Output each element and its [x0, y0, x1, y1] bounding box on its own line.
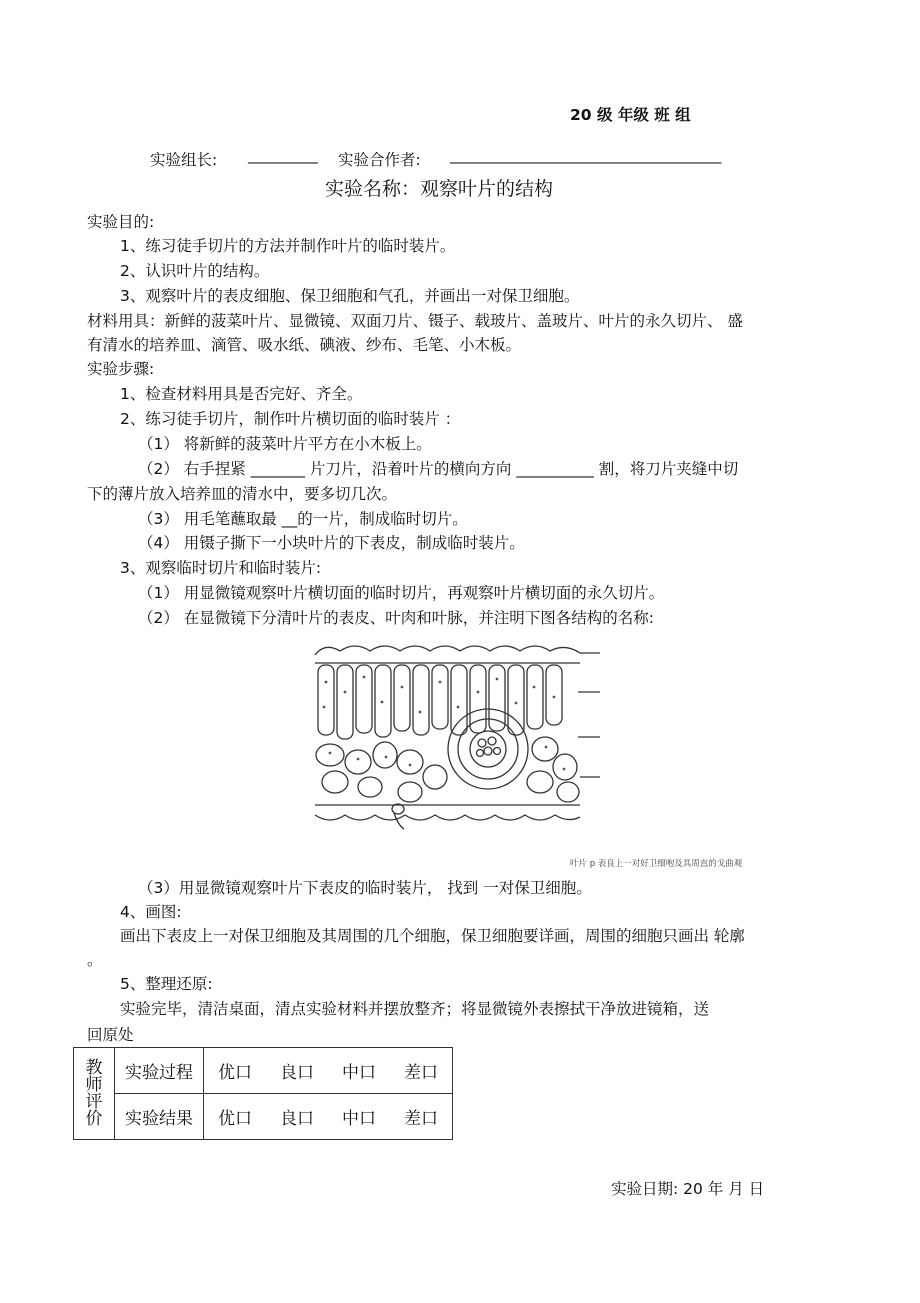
step-3: 3、观察临时切片和临时装片:	[120, 559, 322, 577]
teacher-evaluation-label: 教 师 评 价	[74, 1048, 115, 1140]
partner-label: 实验合作者:	[338, 151, 421, 169]
step-2-2: （2） 右手捏紧 _______ 片刀片，沿着叶片的横向方向 __________ 割，将刀片夹缝中切	[138, 460, 739, 478]
rating-option-excellent[interactable]: 优口	[218, 1063, 252, 1083]
grade-class-line: 20 级 年级 班 组	[570, 106, 691, 124]
table-row	[74, 1094, 453, 1140]
rating-options	[204, 1048, 453, 1094]
rating-option-good[interactable]: 良口	[280, 1109, 314, 1129]
step-2-4: （4） 用镊子撕下一小块叶片的下表皮，制成临时装片。	[138, 534, 525, 552]
step-5-text: 实验完毕，清洁桌面，清点实验材料并摆放整齐；将显微镜外表擦拭干净放进镜箱，送	[120, 1000, 710, 1018]
step-3-3: （3）用显微镜观察叶片下表皮的临时装片， 找到 一对保卫细胞。	[138, 879, 592, 897]
step-4-end: 。	[87, 951, 103, 969]
leaf-cross-section-figure	[310, 637, 600, 837]
step-2-1: （1） 将新鲜的菠菜叶片平方在小木板上。	[138, 435, 432, 453]
partner-blank[interactable]: ___________________________________	[450, 146, 722, 164]
row-label-result: 实验结果	[115, 1094, 204, 1140]
rating-option-excellent[interactable]: 优口	[218, 1109, 252, 1129]
purpose-item: 2、认识叶片的结构。	[120, 262, 270, 280]
page-title: 实验名称：观察叶片的结构	[325, 178, 554, 200]
step-3-1: （1） 用显微镜观察叶片横切面的临时切片，再观察叶片横切面的永久切片。	[138, 584, 665, 602]
table-row	[74, 1048, 453, 1094]
purpose-heading: 实验目的:	[87, 213, 155, 231]
experiment-date: 实验日期: 20 年 月 日	[611, 1180, 765, 1198]
purpose-item: 3、观察叶片的表皮细胞、保卫细胞和气孔，并画出一对保卫细胞。	[120, 287, 580, 305]
figure-caption: 叶片 p 表良上一对好卫细咆及具周直的戈曲观	[570, 859, 743, 869]
rating-option-average[interactable]: 中口	[342, 1109, 376, 1129]
team-leader-label: 实验组长:	[150, 151, 218, 169]
rating-option-good[interactable]: 良口	[280, 1063, 314, 1083]
step-3-2: （2） 在显微镜下分清叶片的表皮、叶肉和叶脉，并注明下图各结构的名称:	[138, 609, 655, 627]
step-1: 1、检查材料用具是否完好、齐全。	[120, 385, 363, 403]
step-5-end: 回原处	[87, 1026, 134, 1044]
row-label-process: 实验过程	[115, 1048, 204, 1094]
step-2-2-cont: 下的薄片放入培养皿的清水中，要多切几次。	[87, 485, 398, 503]
rating-option-poor[interactable]: 差口	[404, 1063, 438, 1083]
rating-option-average[interactable]: 中口	[342, 1063, 376, 1083]
rating-option-poor[interactable]: 差口	[404, 1109, 438, 1129]
step-2-3: （3） 用毛笔蘸取最 __的一片，制成临时切片。	[138, 510, 468, 528]
materials-line: 有清水的培养皿、滴管、吸水纸、碘液、纱布、毛笔、小木板。	[87, 336, 522, 354]
rating-options	[204, 1094, 453, 1140]
step-5: 5、整理还原:	[120, 975, 213, 993]
steps-heading: 实验步骤:	[87, 360, 155, 378]
team-leader-blank[interactable]: _________	[248, 146, 318, 164]
purpose-item: 1、练习徒手切片的方法并制作叶片的临时装片。	[120, 237, 456, 255]
step-4-text: 画出下表皮上一对保卫细胞及其周围的几个细胞，保卫细胞要详画，周围的细胞只画出 轮廓	[120, 927, 745, 945]
step-2: 2、练习徒手切片，制作叶片横切面的临时装片 ：	[120, 410, 461, 428]
teacher-evaluation-table	[73, 1047, 453, 1140]
step-4: 4、画图:	[120, 903, 182, 921]
materials-line: 材料用具：新鲜的菠菜叶片、显微镜、双面刀片、镊子、载玻片、盖玻片、叶片的永久切片、 盛	[87, 312, 743, 330]
